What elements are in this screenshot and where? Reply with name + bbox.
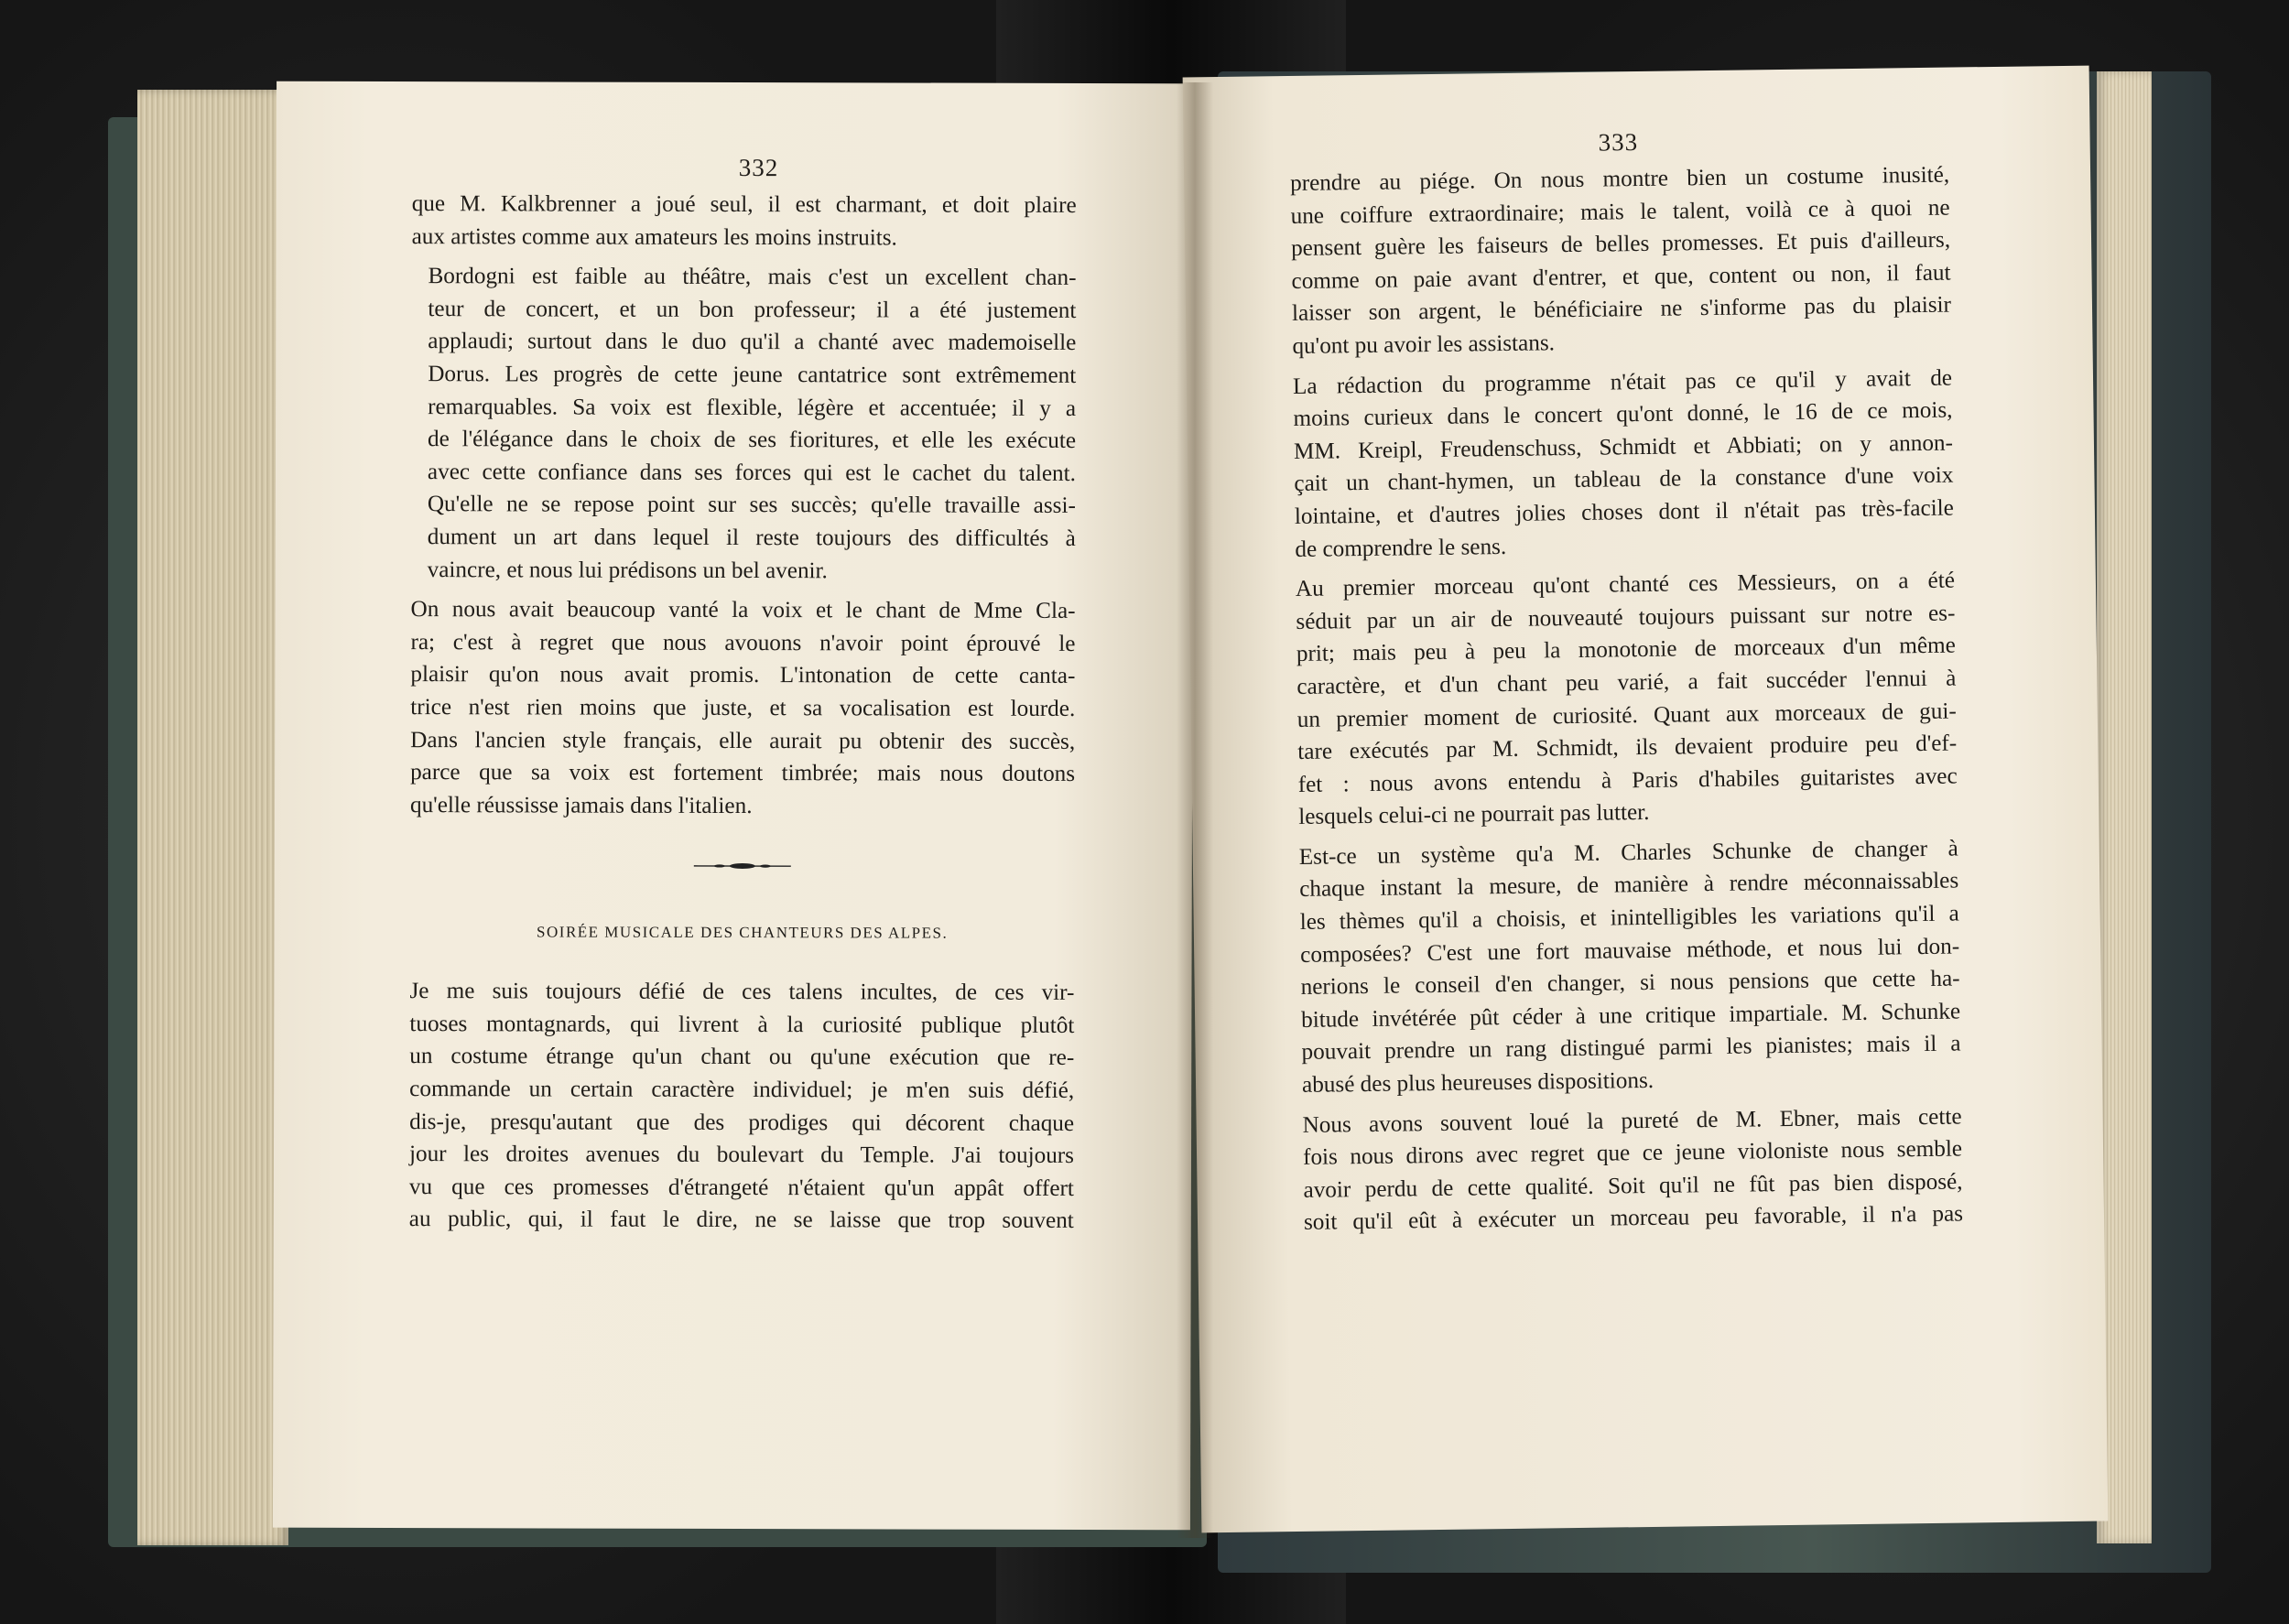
text-line: tuoses montagnards, qui livrent à la curiosité publique plutôt [409,1011,1075,1038]
text-line: aux artistes comme aux amateurs les moins instruits. [411,223,897,251]
text-line: soit qu'il eût à exécuter un morceau peu favorable, il n'a pas [1303,1201,1964,1236]
text-line: qu'elle réussisse jamais dans l'italien. [409,792,753,818]
text-line: vaincre, et nous lui prédisons un bel avenir. [427,557,828,583]
page-number-right: 333 [1598,128,1639,157]
text-line: chaque instant la mesure, de manière à rendre méconnaissables [1299,868,1959,903]
paragraph [412,188,1077,254]
text-line: un premier moment de curiosité. Quant aux morceaux de gui- [1296,698,1957,732]
ornament-divider [410,841,1075,891]
text-line: qu'ont pu avoir les assistans. [1292,330,1556,359]
text-line: avoir perdu de cette qualité. Soit qu'il ne fût pas bien disposé, [1303,1169,1963,1203]
book-gutter [1177,82,1213,1538]
text-line: MM. Kreipl, Freudenschuss, Schmidt et Abbiati; on y annon- [1293,430,1954,464]
text-line: On nous avait beaucoup vanté la voix et le chant de Mme Cla- [410,597,1076,624]
paragraph [410,593,1076,823]
text-line: fois nous dirons avec regret que ce jeune violoniste nous semble [1302,1136,1963,1171]
text-line: bitude invétérée pût céder à une critique impartiale. M. Schunke [1300,999,1961,1033]
paragraph [1290,159,1952,363]
text-line: Au premier morceau qu'ont chanté ces Messieurs, on a été [1295,568,1956,602]
text-line: Est-ce un système qu'a M. Charles Schunke de changer à [1298,836,1958,870]
text-line: composées? C'est une fort mauvaise méthode, et nous lui don- [1300,934,1960,968]
text-line: prit; mais peu à peu la monotonie de morceaux d'un même [1296,633,1957,667]
text-line: remarquables. Sa voix est flexible, légère et accentuée; il y a [428,394,1077,421]
text-line: tare exécutés par M. Schmidt, ils devaient produire peu d'ef- [1297,731,1958,765]
text-line: plaisir qu'on nous avait promis. L'intonation de cette canta- [410,662,1076,689]
text-line: que M. Kalkbrenner a joué seul, il est charmant, et doit plaire [411,191,1077,218]
paragraph [1302,1100,1963,1240]
text-line: prendre au piége. On nous montre bien un costume inusité, [1289,162,1950,197]
text-line: ra; c'est à regret que nous avouons n'avoir point éprouvé le [410,629,1076,656]
text-line: pouvait prendre un rang distingué parmi les pianistes; mais il a [1301,1031,1961,1066]
text-line: jour les droites avenues du boulevart du Temple. J'ai toujours [408,1142,1075,1169]
text-line: un costume étrange qu'un chant ou qu'une exécution que re- [409,1044,1075,1071]
text-line: Dorus. Les progrès de cette jeune cantatrice sont extrêmement [428,362,1077,388]
text-line: commande un certain caractère individuel; je m'en suis défié, [409,1077,1075,1104]
left-page [273,81,1194,1531]
page-number-left: 332 [738,154,779,182]
text-line: lointaine, et d'autres jolies choses dont il n'était pas très-facile [1294,495,1955,529]
page-edges-left [137,90,288,1545]
text-line: applaudi; surtout dans le duo qu'il a chanté avec mademoiselle [428,329,1077,356]
text-line: pensent guère les faiseurs de belles promesses. Et puis d'ailleurs, [1290,227,1951,262]
paragraph [409,975,1075,1238]
text-line: Bordogni est faible au théâtre, mais c'est un excellent chan- [428,264,1077,291]
text-line: teur de concert, et un bon professeur; il a été justement [428,296,1077,323]
text-line: lesquels celui-ci ne pourrait pas lutter. [1298,800,1650,830]
paragraph [1296,565,1958,834]
text-line: séduit par un air de nouveauté toujours puissant sur notre es- [1296,601,1956,634]
text-line: avec cette confiance dans ses forces qui est le cachet du talent. [427,459,1076,486]
text-line: laisser son argent, le bénéficiaire ne s'informe pas du plaisir [1291,292,1952,327]
text-line: moins curieux dans le concert qu'ont donné, le 16 de ce mois, [1293,397,1953,432]
paragraph [1299,832,1962,1101]
right-page [1183,66,2109,1533]
paragraph [411,260,1077,588]
left-page-text [409,188,1077,1238]
text-line: La rédaction du programme n'était pas ce qu'il y avait de [1292,365,1953,399]
text-line: dis-je, presqu'autant que des prodiges qui décorent chaque [409,1109,1075,1136]
text-line: trice n'est rien moins que juste, et sa vocalisation est lourde. [410,694,1076,721]
text-line: vu que ces promesses d'étrangeté n'étaient qu'un appât offert [408,1174,1074,1201]
text-line: çait un chant-hymen, un tableau de la constance d'une voix [1294,462,1954,497]
text-line: parce que sa voix est fortement timbrée; mais nous doutons [410,760,1076,787]
right-page-text [1290,159,1963,1240]
text-line: dument un art dans lequel il reste toujours des difficultés à [427,525,1076,551]
text-line: nerions le conseil d'en changer, si nous pensions que cette ha- [1300,966,1960,1001]
text-line: une coiffure extraordinaire; mais le talent, voilà ce à quoi ne [1290,195,1950,229]
text-line: abusé des plus heureuses dispositions. [1301,1067,1654,1098]
text-line: Qu'elle ne se repose point sur ses succès; qu'elle travaille assi- [427,492,1076,519]
text-line: Nous avons souvent loué la pureté de M. Ebner, mais cette [1302,1104,1962,1138]
text-line: de comprendre le sens. [1295,534,1507,562]
text-line: les thèmes qu'il a choisis, et inintelligibles les variations qu'il a [1299,901,1959,936]
text-line: fet : nous avons entendu à Paris d'habiles guitaristes avec [1297,763,1958,797]
paragraph [1293,362,1955,566]
text-line: comme on paie avant d'entrer, et que, content ou non, il faut [1291,260,1951,294]
text-line: caractère, et d'un chant peu varié, a fait succéder l'ennui à [1296,666,1957,699]
text-line: au public, qui, il faut le dire, ne se laisse que trop souvent [408,1207,1074,1234]
text-line: Je me suis toujours défié de ces talens incultes, de ces vir- [409,979,1075,1006]
section-heading: SOIRÉE MUSICALE DES CHANTEURS DES ALPES. [537,923,949,942]
ornament-rule-icon [692,861,793,871]
text-line: Dans l'ancien style français, elle aurait pu obtenir des succès, [410,727,1076,754]
text-line: de l'élégance dans le choix de ses fioritures, et elle les exécute [428,427,1077,454]
